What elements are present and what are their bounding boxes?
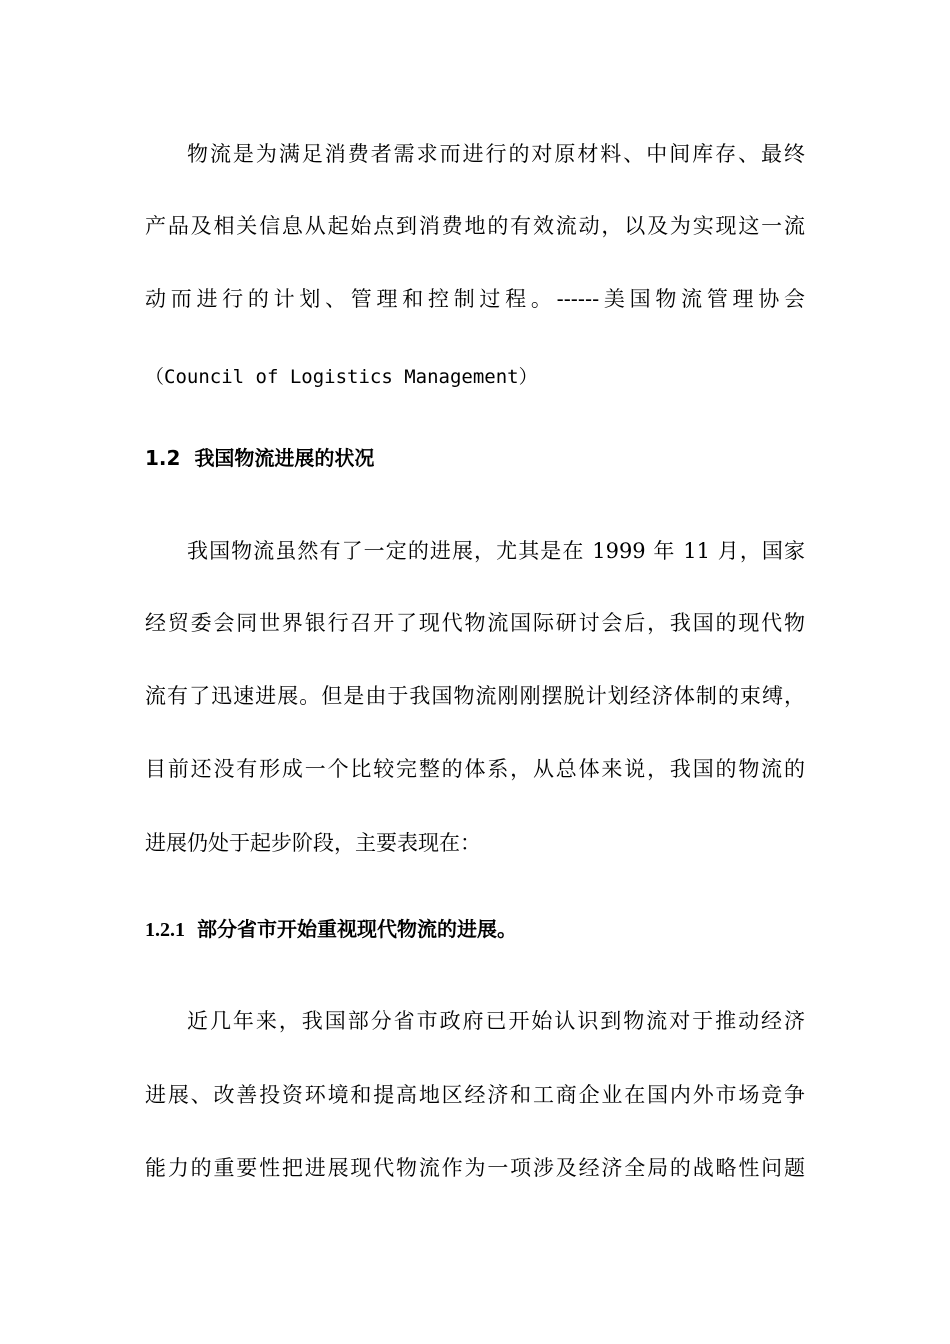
section-title: 我国物流进展的状况 (194, 446, 375, 470)
paragraph-line: 进展仍处于起步阶段，主要表现在： (145, 831, 481, 855)
paragraph-line: 能力的重要性把进展现代物流作为一项涉及经济全局的战略性问题 (145, 1156, 805, 1180)
paragraph-line: （Council of Logistics Management） (145, 366, 538, 388)
paragraph-line: 经贸委会同世界银行召开了现代物流国际研讨会后，我国的现代物 (145, 611, 805, 635)
paragraph-line: 进展、改善投资环境和提高地区经济和工商企业在国内外市场竞争 (145, 1083, 805, 1107)
subsection-heading (145, 915, 517, 944)
subsection-title: 部分省市开始重视现代物流的进展。 (197, 917, 517, 941)
paragraph-line: 产品及相关信息从起始点到消费地的有效流动，以及为实现这一流 (145, 214, 805, 238)
paragraph-line: 近几年来，我国部分省市政府已开始认识到物流对于推动经济 (187, 1009, 805, 1033)
section-heading (145, 444, 374, 472)
paragraph-line: 我国物流虽然有了一定的进展，尤其是在 1999 年 11 月，国家 (187, 539, 805, 563)
section-number: 1.2 (145, 446, 181, 470)
paragraph-line: 流有了迅速进展。但是由于我国物流刚刚摆脱计划经济体制的束缚， (145, 684, 805, 708)
paragraph-line: 目前还没有形成一个比较完整的体系，从总体来说，我国的物流的 (145, 757, 805, 781)
paragraph-line: 物流是为满足消费者需求而进行的对原材料、中间库存、最终 (187, 142, 805, 166)
paragraph-line: 动而进行的计划、管理和控制过程。------美国物流管理协会 (145, 287, 805, 311)
subsection-number: 1.2.1 (145, 919, 185, 941)
